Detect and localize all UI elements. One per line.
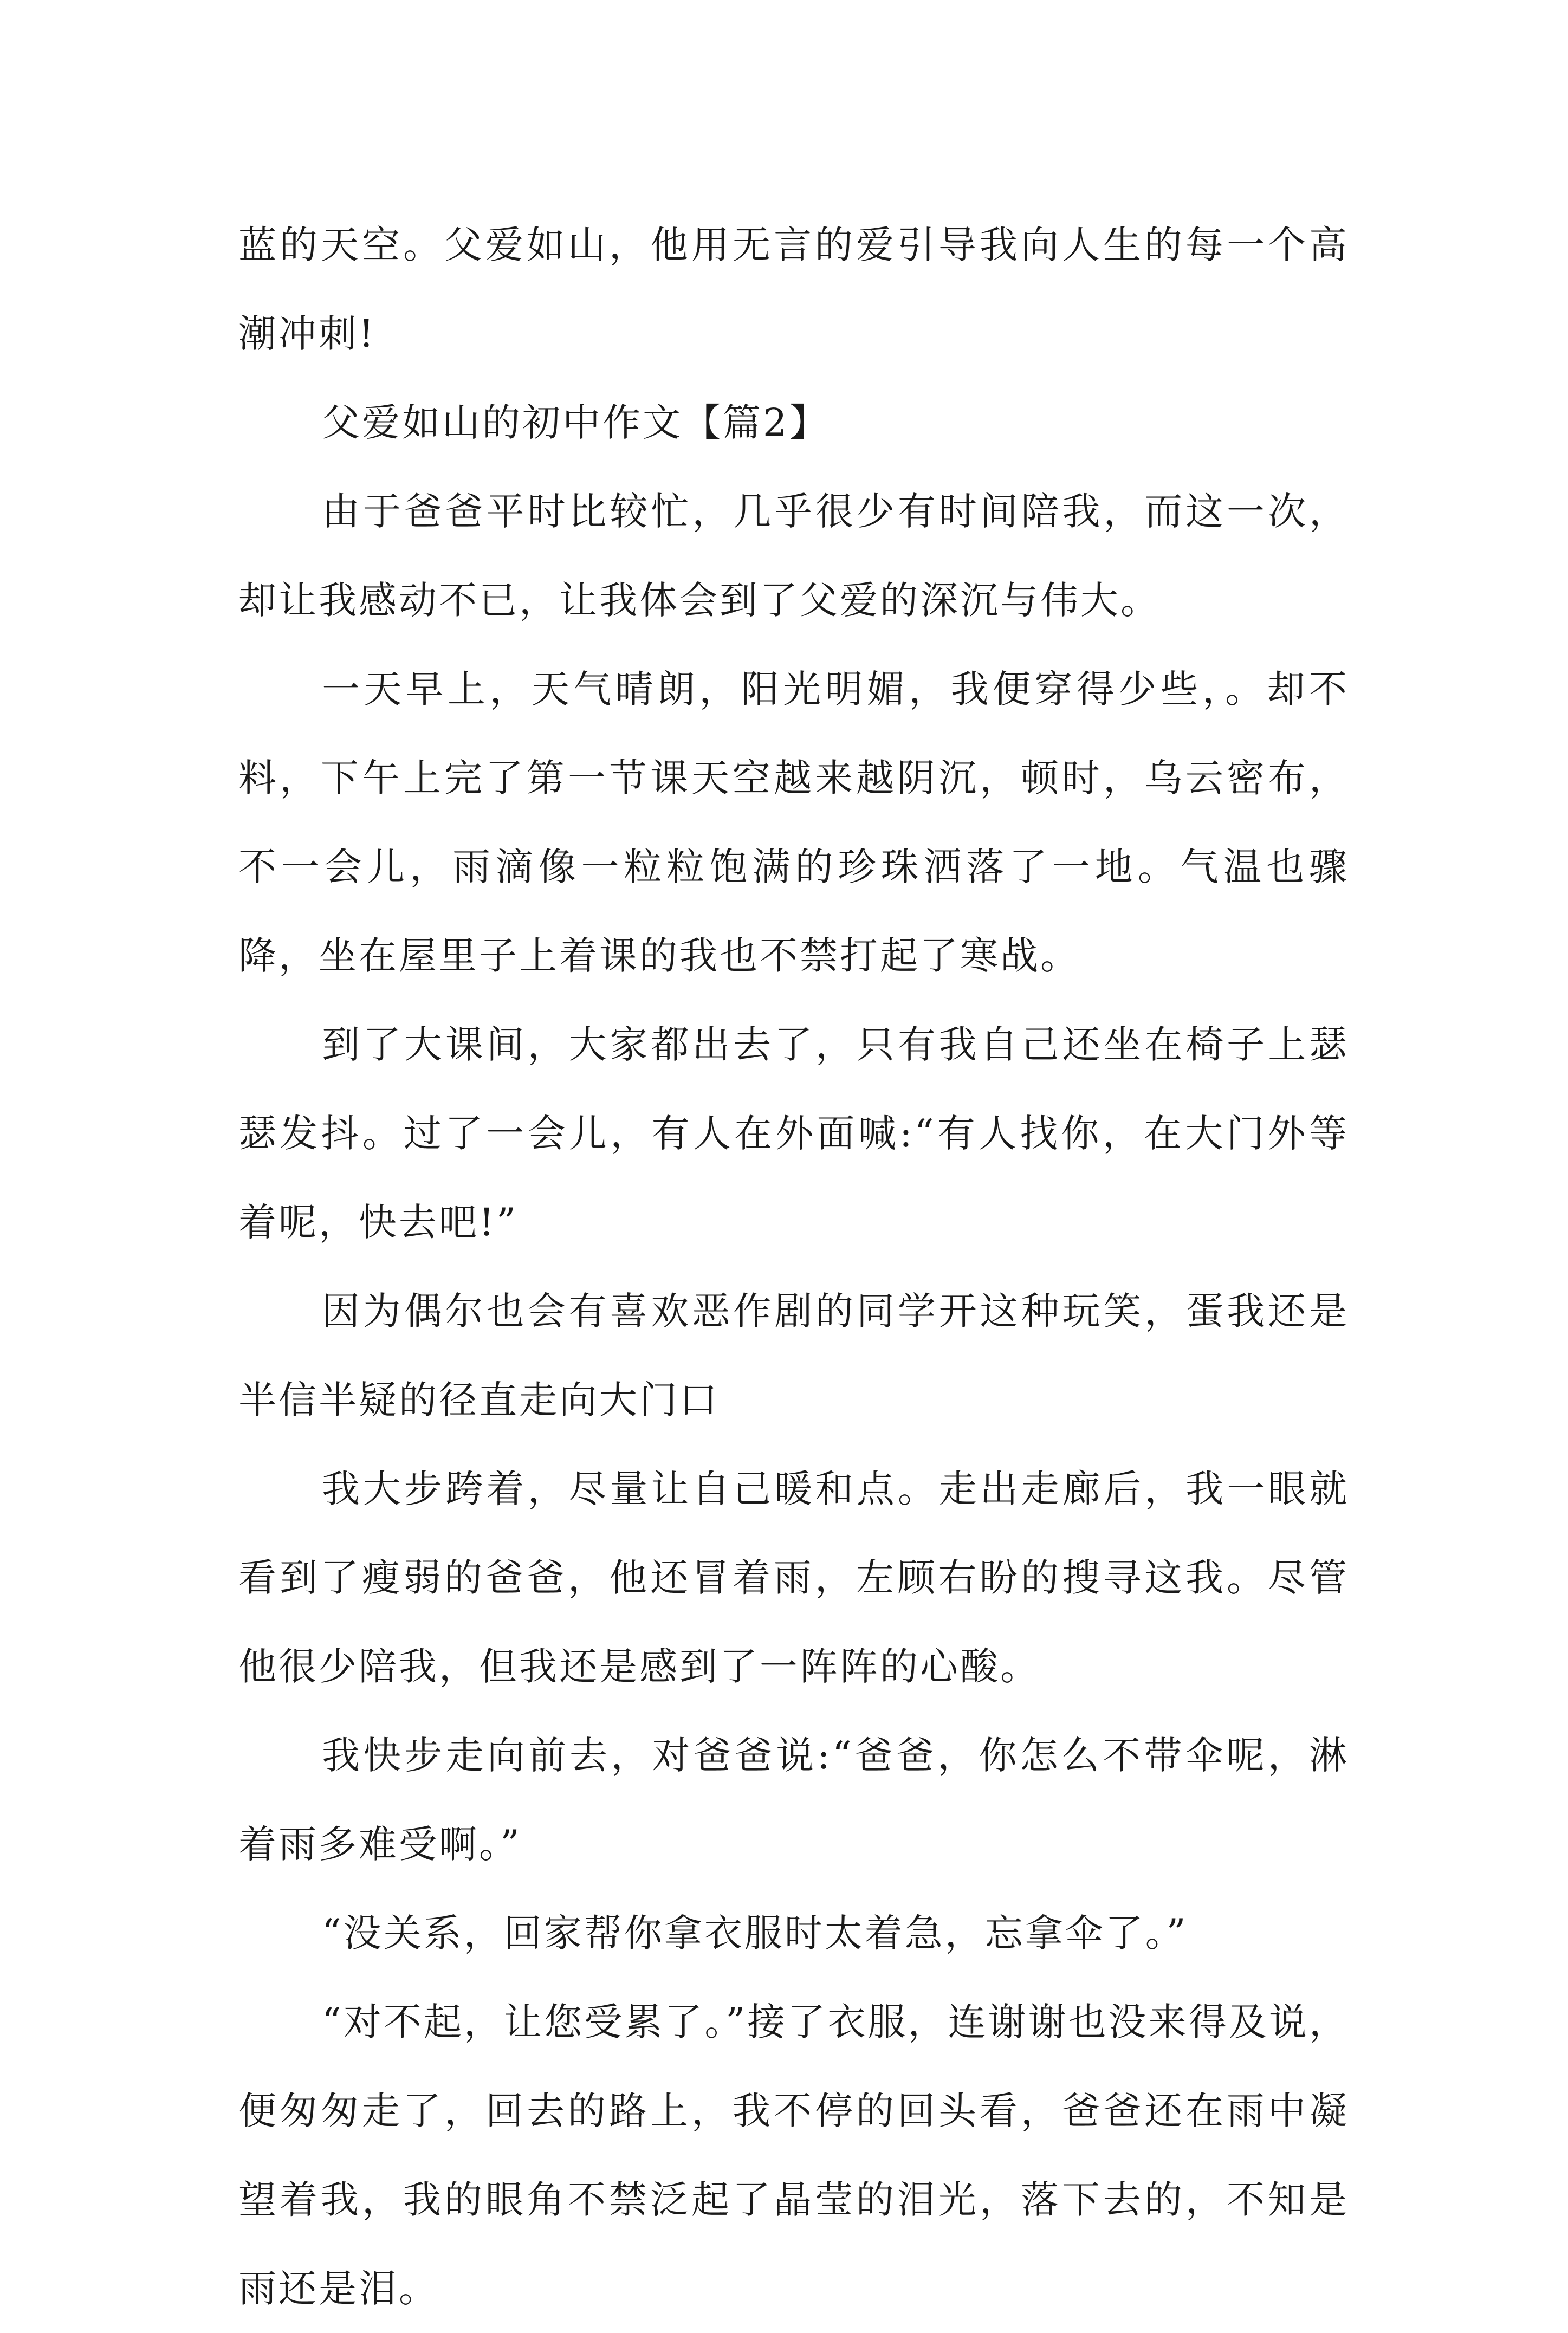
continuation-paragraph: 蓝的天空。父爱如山，他用无言的爱引导我向人生的每一个高潮冲刺! (238, 223, 1349, 356)
paragraph: 我大步跨着，尽量让自己暖和点。走出走廊后，我一眼就看到了瘦弱的爸爸，他还冒着雨，左顾右盼的搜寻这我。尽管他很少陪我，但我还是感到了一阵阵的心酸。 (238, 1467, 1349, 1689)
paragraph: 一天早上，天气晴朗，阳光明媚，我便穿得少些，。却不料，下午上完了第一节课天空越来越阴沉，顿时，乌云密布，不一会儿，雨滴像一粒粒饱满的珍珠洒落了一地。气温也骤降，坐在屋里子上着课的我也不禁打起了寒战。 (238, 667, 1349, 978)
essay-title: 父爱如山的初中作文【篇2】 (322, 400, 830, 445)
paragraph: 到了大课间，大家都出去了，只有我自己还坐在椅子上瑟瑟发抖。过了一会儿，有人在外面喊:“有人找你，在大门外等着呢，快去吧!” (238, 1022, 1349, 1245)
paragraph: “没关系，回家帮你拿衣服时太着急，忘拿伞了。” (322, 1911, 1188, 1955)
paragraph: “对不起，让您受累了。”接了衣服，连谢谢也没来得及说，便匆匆走了，回去的路上，我不停的回头看，爸爸还在雨中凝望着我，我的眼角不禁泛起了晶莹的泪光，落下去的，不知是雨还是泪。 (238, 2000, 1349, 2311)
paragraph: 由于爸爸平时比较忙，几乎很少有时间陪我，而这一次，却让我感动不已，让我体会到了父爱的深沉与伟大。 (238, 489, 1349, 623)
paragraph: 我快步走向前去，对爸爸说:“爸爸，你怎么不带伞呢，淋着雨多难受啊。” (238, 1733, 1349, 1867)
paragraph: 因为偶尔也会有喜欢恶作剧的同学开这种玩笑，蛋我还是半信半疑的径直走向大门口 (238, 1289, 1349, 1422)
essay-body (238, 200, 1349, 2333)
